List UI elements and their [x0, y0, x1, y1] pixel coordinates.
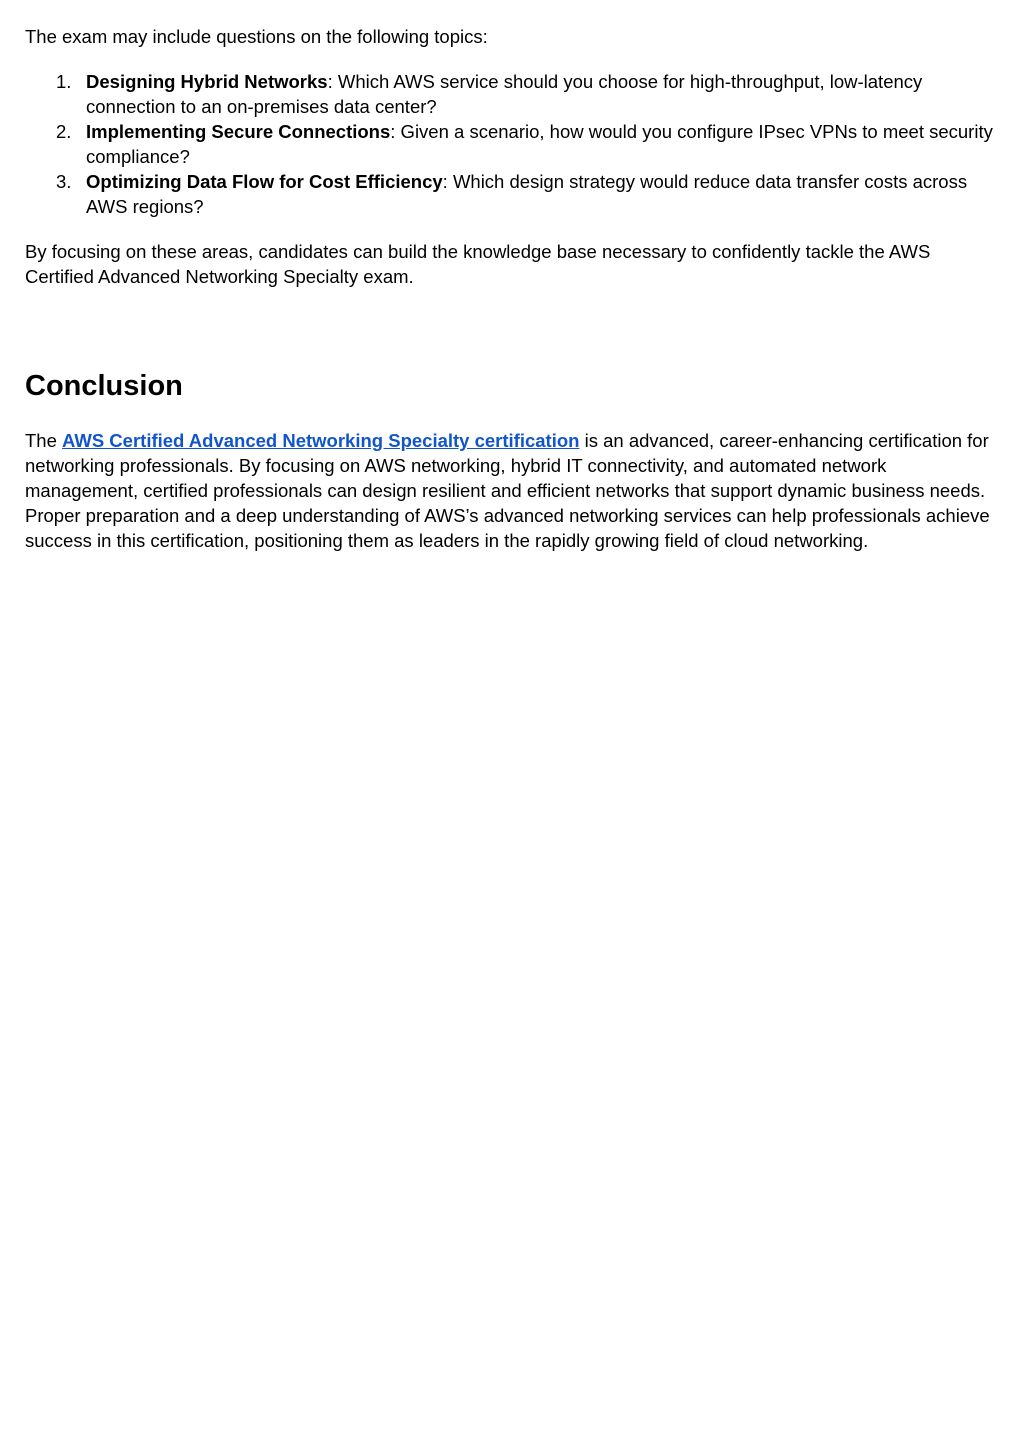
list-item-number: 3. — [56, 171, 72, 192]
conclusion-heading: Conclusion — [25, 370, 183, 402]
list-item-text: : Given a scenario, how would you configure IPsec VPNs to meet security compliance? — [86, 121, 993, 167]
conclusion-text: is an advanced, career-enhancing certification for networking professionals. By focusing on AWS networking, hybrid IT connectivity, and automated network management, certified professionals can design resilient and efficient networks that support dynamic business needs. Proper preparation and a deep understanding of AWS’s advanced networking services can help professionals achieve success in this certification, positioning them as leaders in the rapidly growing field of cloud networking. — [25, 430, 990, 551]
list-item — [25, 119, 1000, 169]
exam-topics-list — [25, 69, 1000, 219]
certification-link[interactable]: AWS Certified Advanced Networking Specialty certification — [62, 430, 580, 451]
list-item-number: 2. — [56, 121, 72, 142]
intro-paragraph: The exam may include questions on the following topics: — [25, 26, 488, 47]
list-item-title: Implementing Secure Connections — [86, 121, 391, 142]
list-item-title: Optimizing Data Flow for Cost Efficiency — [86, 171, 443, 192]
list-item — [25, 69, 1000, 119]
list-item-title: Designing Hybrid Networks — [86, 71, 328, 92]
conclusion-prefix: The — [25, 430, 63, 451]
list-item-text: : Which design strategy would reduce data transfer costs across AWS regions? — [86, 171, 968, 217]
document-content — [25, 24, 1000, 553]
list-item — [25, 169, 1000, 219]
list-item-number: 1. — [56, 71, 72, 92]
conclusion-paragraph — [25, 428, 1000, 553]
list-item-text: : Which AWS service should you choose for high-throughput, low-latency connection to an on-premises data center? — [86, 71, 923, 117]
closing-paragraph: By focusing on these areas, candidates can build the knowledge base necessary to confidently tackle the AWS Certified Advanced Networking Specialty exam. — [25, 241, 931, 287]
